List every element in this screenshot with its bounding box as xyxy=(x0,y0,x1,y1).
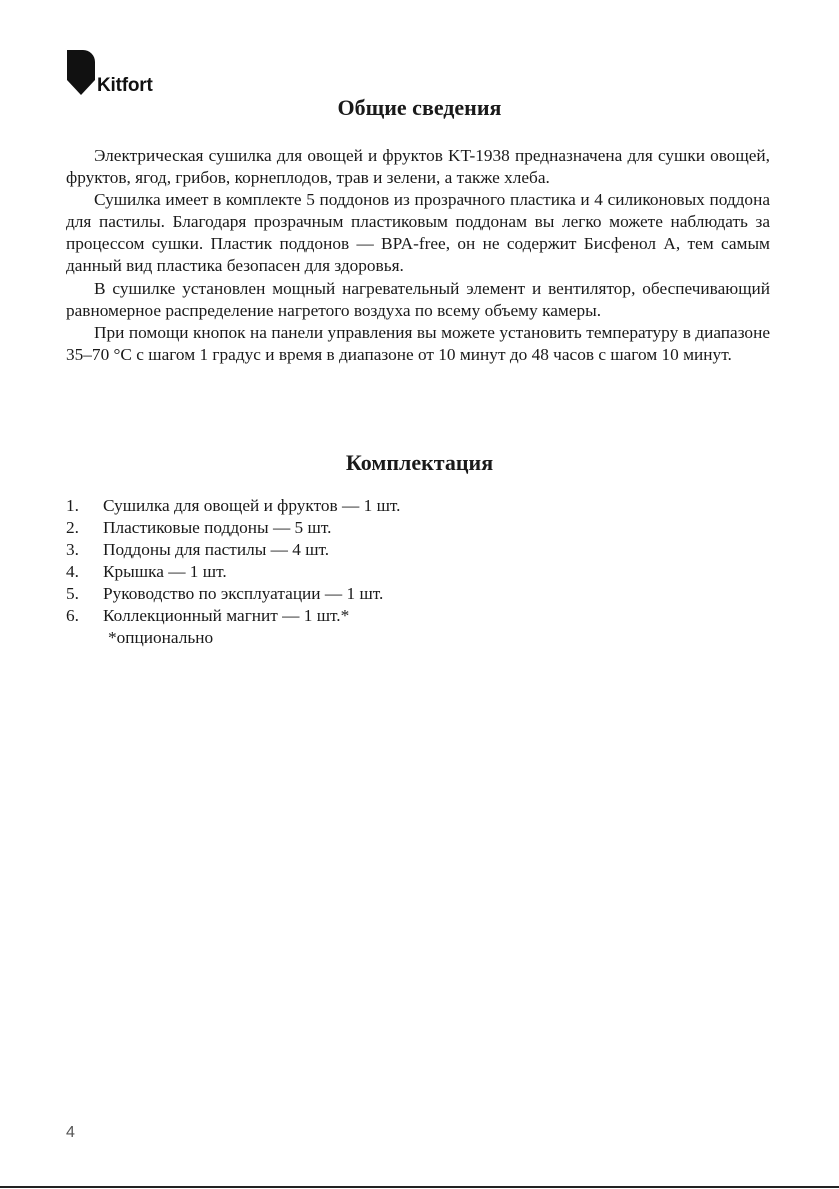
list-item xyxy=(66,561,770,583)
general-info-title: Общие сведения xyxy=(337,95,502,120)
list-item xyxy=(66,495,770,517)
kit-footnote: *опционально xyxy=(108,628,214,647)
general-info-text xyxy=(66,145,770,366)
paragraph: Электрическая сушилка для овощей и фруктов KT-1938 предназначена для сушки овощей, фруктов, ягод, грибов, корнеплодов, трав и зелени, а также хлеба. xyxy=(66,146,770,188)
list-item-number: 6. xyxy=(66,606,79,626)
list-item-text: Сушилка для овощей и фруктов — 1 шт. xyxy=(103,496,401,515)
list-item xyxy=(66,583,770,605)
brand-logo xyxy=(67,50,153,95)
kitfort-flag-icon xyxy=(67,50,95,95)
kit-list xyxy=(66,495,770,628)
page-bottom-rule xyxy=(0,1186,839,1188)
list-item xyxy=(66,605,770,627)
list-item-text: Руководство по эксплуатации — 1 шт. xyxy=(103,584,384,604)
list-item-number: 1. xyxy=(66,496,79,515)
list-item-text: Крышка — 1 шт. xyxy=(103,562,227,582)
list-item-number: 5. xyxy=(66,584,79,604)
list-item xyxy=(66,539,770,561)
list-item-text: Коллекционный магнит — 1 шт.* xyxy=(103,606,350,626)
paragraph: При помощи кнопок на панели управления вы можете установить температуру в диапазоне 35–70 °С с шагом 1 градус и время в диапазоне от 10 минут до 48 часов с шагом 10 минут. xyxy=(66,322,770,364)
list-item-text: Пластиковые поддоны — 5 шт. xyxy=(103,518,332,538)
paragraph: Сушилка имеет в комплекте 5 поддонов из прозрачного пластика и 4 силиконовых поддона для пастилы. Благодаря прозрачным пластиковым поддонам вы легко можете наблюдать за процессом сушки. Пластик поддонов — BPA-free, он не содержит Бисфенол А, тем самым данный вид пластика безопасен для здоровья. xyxy=(66,190,770,276)
page-number: 4 xyxy=(66,1124,75,1141)
brand-name: Kitfort xyxy=(97,75,153,96)
list-item xyxy=(66,517,770,539)
paragraph: В сушилке установлен мощный нагревательный элемент и вентилятор, обеспечивающий равномерное распределение нагретого воздуха по всему объему камеры. xyxy=(66,278,770,320)
kit-title: Комплектация xyxy=(345,450,494,475)
list-item-number: 2. xyxy=(66,518,79,538)
list-item-text: Поддоны для пастилы — 4 шт. xyxy=(103,540,330,560)
list-item-number: 3. xyxy=(66,540,79,560)
list-item-number: 4. xyxy=(66,562,79,582)
